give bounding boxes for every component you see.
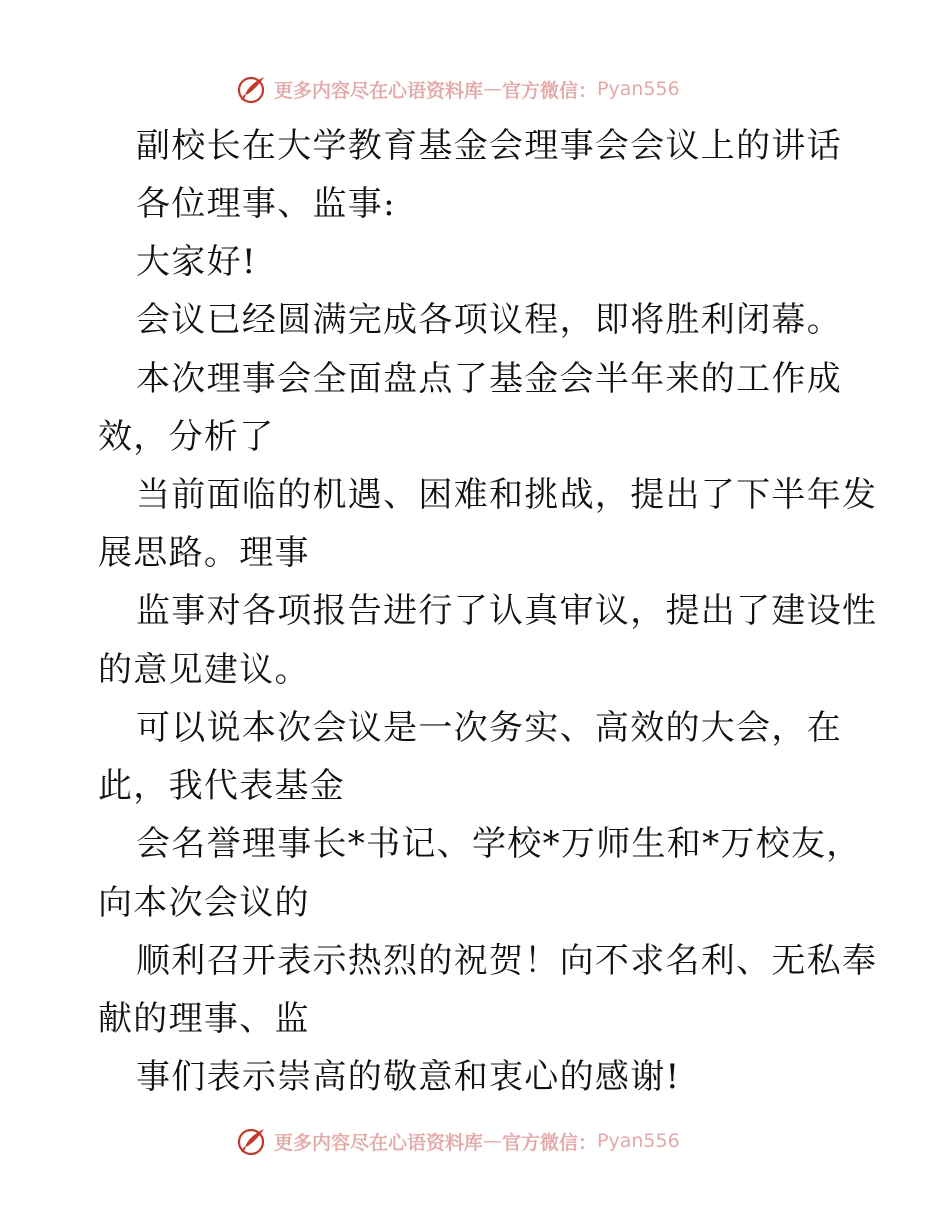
banner-separator: —: [483, 1130, 503, 1152]
text-line: 献的理事、监: [98, 999, 310, 1039]
banner-wechat-label: 官方微信：: [502, 79, 598, 102]
text-line: 展思路。理事: [98, 533, 310, 573]
text-line: 大家好!: [136, 242, 257, 282]
text-line: 事们表示崇高的敬意和衷心的感谢!: [136, 1057, 681, 1097]
document-title: 副校长在大学教育基金会理事会会议上的讲话: [136, 126, 842, 166]
quill-logo-icon: [236, 1125, 268, 1157]
banner-tagline: 更多内容尽在心语资料库: [274, 79, 484, 102]
text-line: 可以说本次会议是一次务实、高效的大会，在: [136, 708, 842, 748]
banner-wechat-id: Pyan556: [597, 1130, 680, 1152]
text-line: 向本次会议的: [98, 883, 310, 923]
text-line: 顺利召开表示热烈的祝贺！向不求名利、无私奉: [136, 941, 878, 981]
text-line: 效，分析了: [98, 417, 275, 457]
text-line: 监事对各项报告进行了认真审议，提出了建设性: [136, 591, 878, 631]
banner-separator: —: [483, 78, 503, 100]
text-line: 会名誉理事长*书记、学校*万师生和*万校友，: [136, 824, 862, 864]
header-banner: [0, 68, 950, 108]
banner-wechat-id: Pyan556: [597, 78, 680, 100]
text-line: 当前面临的机遇、困难和挑战，提出了下半年发: [136, 475, 878, 515]
text-line: 各位理事、监事:: [136, 184, 396, 224]
text-line: 此，我代表基金: [98, 766, 346, 806]
text-line: 本次理事会全面盘点了基金会半年来的工作成: [136, 359, 842, 399]
quill-logo-icon: [236, 73, 268, 105]
footer-banner: [0, 1120, 950, 1160]
text-line: 的意见建议。: [98, 650, 310, 690]
banner-wechat-label: 官方微信：: [502, 1131, 598, 1154]
banner-tagline: 更多内容尽在心语资料库: [274, 1131, 484, 1154]
text-line: 会议已经圆满完成各项议程，即将胜利闭幕。: [136, 300, 842, 340]
